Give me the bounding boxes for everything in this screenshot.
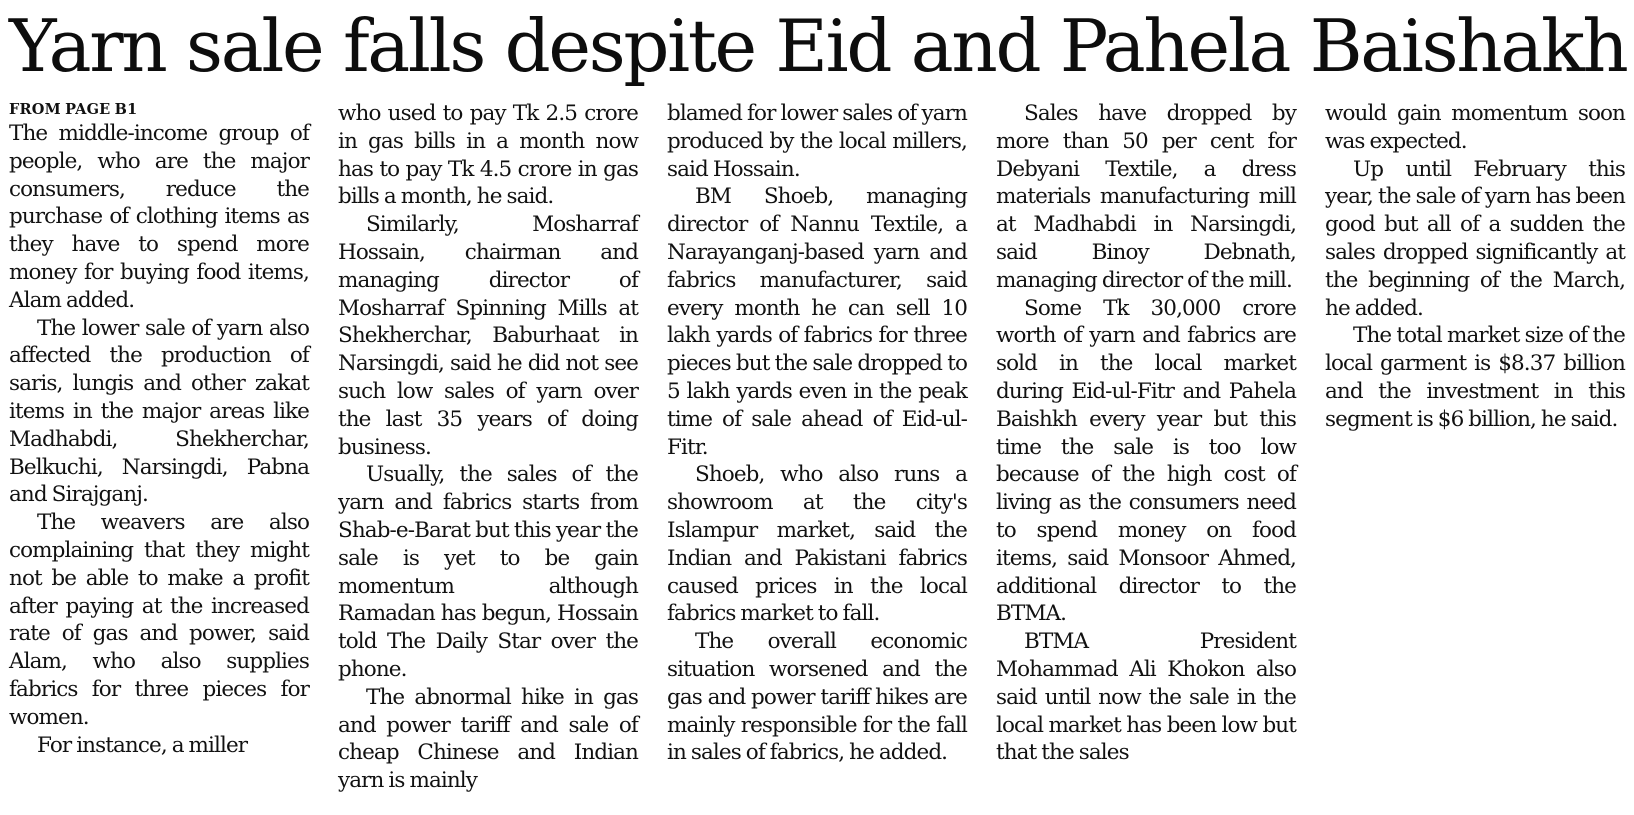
paragraph: For instance, a miller: [37, 732, 248, 758]
paragraph: Usually, the sales of the yarn and fabrics starts from Shab-e-Barat but this year the sale is yet to be gain momentum although Ramadan has begun, Hossain told The Daily Star over the phone.: [338, 462, 638, 682]
paragraph: The middle-income group of people, who are the major consumers, reduce the purchase of clothing items as they have to spend more money for buying food items, Alam added.: [9, 121, 309, 313]
continuation-kicker: FROM PAGE B1: [9, 101, 138, 118]
headline: Yarn sale falls despite Eid and Pahela Baishakh: [9, 4, 1627, 88]
paragraph: Similarly, Mosharraf Hossain, chairman and managing director of Mosharraf Spinning Mills at Shekherchar, Baburhaat in Narsingdi, said he did not see such low sales of yarn over the last 35 years of doing business.: [338, 212, 638, 460]
paragraph: The weavers are also complaining that they might not be able to make a profit after paying at the increased rate of gas and power, said Alam, who also supplies fabrics for three pieces for women.: [9, 510, 309, 730]
paragraph: The lower sale of yarn also affected the production of saris, lungis and other zakat items in the major areas like Madhabdi, Shekherchar, Belkuchi, Narsingdi, Pabna and Sirajganj.: [9, 315, 309, 508]
article-column-5: [1325, 100, 1625, 434]
paragraph: BM Shoeb, managing director of Nannu Textile, a Narayanganj-based yarn and fabrics manufacturer, said every month he can sell 10 lakh yards of fabrics for three pieces but the sale dropped to 5 lakh yards even in the peak time of sale ahead of Eid-ul-Fitr.: [667, 184, 967, 460]
article-column-2: [338, 100, 638, 795]
paragraph: blamed for lower sales of yarn produced by the local millers, said Hossain.: [667, 101, 967, 182]
paragraph: Shoeb, who also runs a showroom at the city's Islampur market, said the Indian and Pakistani fabrics caused prices in the local fabrics market to fall.: [667, 462, 967, 627]
paragraph: BTMA President Mohammad Ali Khokon also said until now the sale in the local market has been low but that the sales: [996, 629, 1296, 766]
article-column-3: [667, 100, 967, 767]
article-column-1: [9, 100, 309, 759]
paragraph: would gain momentum soon was expected.: [1325, 101, 1625, 154]
paragraph: The total market size of the local garment is $8.37 billion and the investment in this segment is $6 billion, he said.: [1325, 323, 1625, 432]
article-column-4: [996, 100, 1296, 767]
paragraph: Some Tk 30,000 crore worth of yarn and fabrics are sold in the local market during Eid-ul-Fitr and Pahela Baishkh every year but this time the sale is too low because of the high cost of living as the consumers need to spend money on food items, said Monsoor Ahmed, additional director to the BTMA.: [996, 295, 1296, 627]
paragraph: who used to pay Tk 2.5 crore in gas bills in a month now has to pay Tk 4.5 crore in gas bills a month, he said.: [338, 101, 638, 210]
paragraph: Up until February this year, the sale of yarn has been good but all of a sudden the sales dropped significantly at the beginning of the March, he added.: [1325, 156, 1625, 321]
paragraph: The abnormal hike in gas and power tariff and sale of cheap Chinese and Indian yarn is mainly: [338, 684, 638, 794]
paragraph: The overall economic situation worsened and the gas and power tariff hikes are mainly responsible for the fall in sales of fabrics, he added.: [667, 629, 967, 766]
paragraph: Sales have dropped by more than 50 per cent for Debyani Textile, a dress materials manufacturing mill at Madhabdi in Narsingdi, said Binoy Debnath, managing director of the mill.: [996, 101, 1296, 293]
